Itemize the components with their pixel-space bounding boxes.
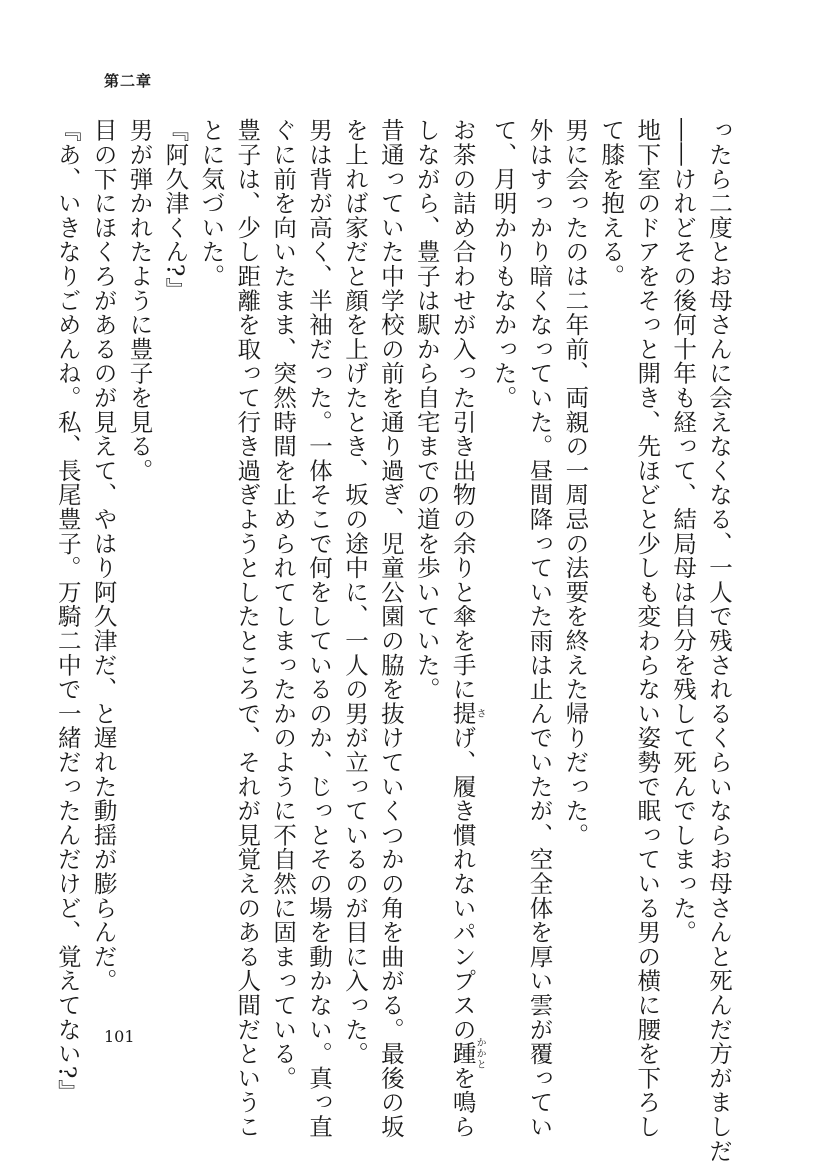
ruby-reading: かかと [474, 1037, 486, 1070]
text-line: 『阿久津くん?』 [161, 118, 190, 302]
text-line: ったら二度とお母さんに会えなくなる、一人で残されるくらいならお母さんと死んだ方がましだ [705, 118, 733, 1163]
text-line: て膝を抱える。 [597, 118, 626, 289]
text-line: 『あ、いきなりごめんね。私、長尾豊子。万騎二中で一緒だったんだけど、覚えてない?』 [53, 118, 82, 1104]
text-line: 地下室のドアをそっと開き、先ほどと少しも変わらない姿勢で眠っている男の横に腰を下ろし [633, 118, 662, 1139]
text-line: を上れば家だと顔を上げたとき、坂の途中に、一人の男が立っているのが目に入った。 [340, 118, 369, 1066]
page-number: 101 [104, 1027, 135, 1046]
text-line: 豊子は、少し距離を取って行き過ぎようとしたところで、それが見覚えのある人間だというこ [233, 118, 262, 1139]
text-line: 昔通っていた中学校の前を通り過ぎ、児童公園の脇を抜けていくつかの角を曲がる。最後の坂 [376, 118, 405, 1139]
text-line: ――けれどその後何十年も経って、結局母は自分を残して死んでしまった。 [669, 118, 698, 945]
text-line: 外はすっかり暗くなっていた。昼間降っていた雨は止んでいたが、空全体を厚い雲が覆ってい [525, 118, 554, 1139]
text-line: 男が弾かれたように豊子を見る。 [125, 118, 154, 483]
text-line: 男は背が高く、半袖だった。一体そこで何をしているのか、じっとその場を動かない。真っ直 [305, 118, 334, 1139]
text-line: しながら、豊子は駅から自宅までの道を歩いていた。 [412, 118, 441, 702]
chapter-header: 第二章 [104, 72, 153, 90]
ruby-sage: 提さ [448, 701, 486, 726]
text-line: お茶の詰め合わせが入った引き出物の余りと傘を手に提さげ、履き慣れないパンプスの踵かかとを鳴ら [448, 118, 486, 1139]
ruby-kakato: 踵かかと [448, 1037, 486, 1070]
text-line: 男に会ったのは二年前、両親の一周忌の法要を終えた帰りだった。 [561, 118, 590, 847]
text-line: とに気づいた。 [197, 118, 226, 289]
text-line: て、月明かりもなかった。 [489, 118, 518, 410]
text-line: 目の下にほくろがあるのが見えて、やはり阿久津だ、と遅れた動揺が膨らんだ。 [89, 118, 118, 993]
text-line: ぐに前を向いたまま、突然時間を止められてしまったかのように不自然に固まっている。 [269, 118, 298, 1090]
ruby-reading: さ [474, 701, 486, 726]
